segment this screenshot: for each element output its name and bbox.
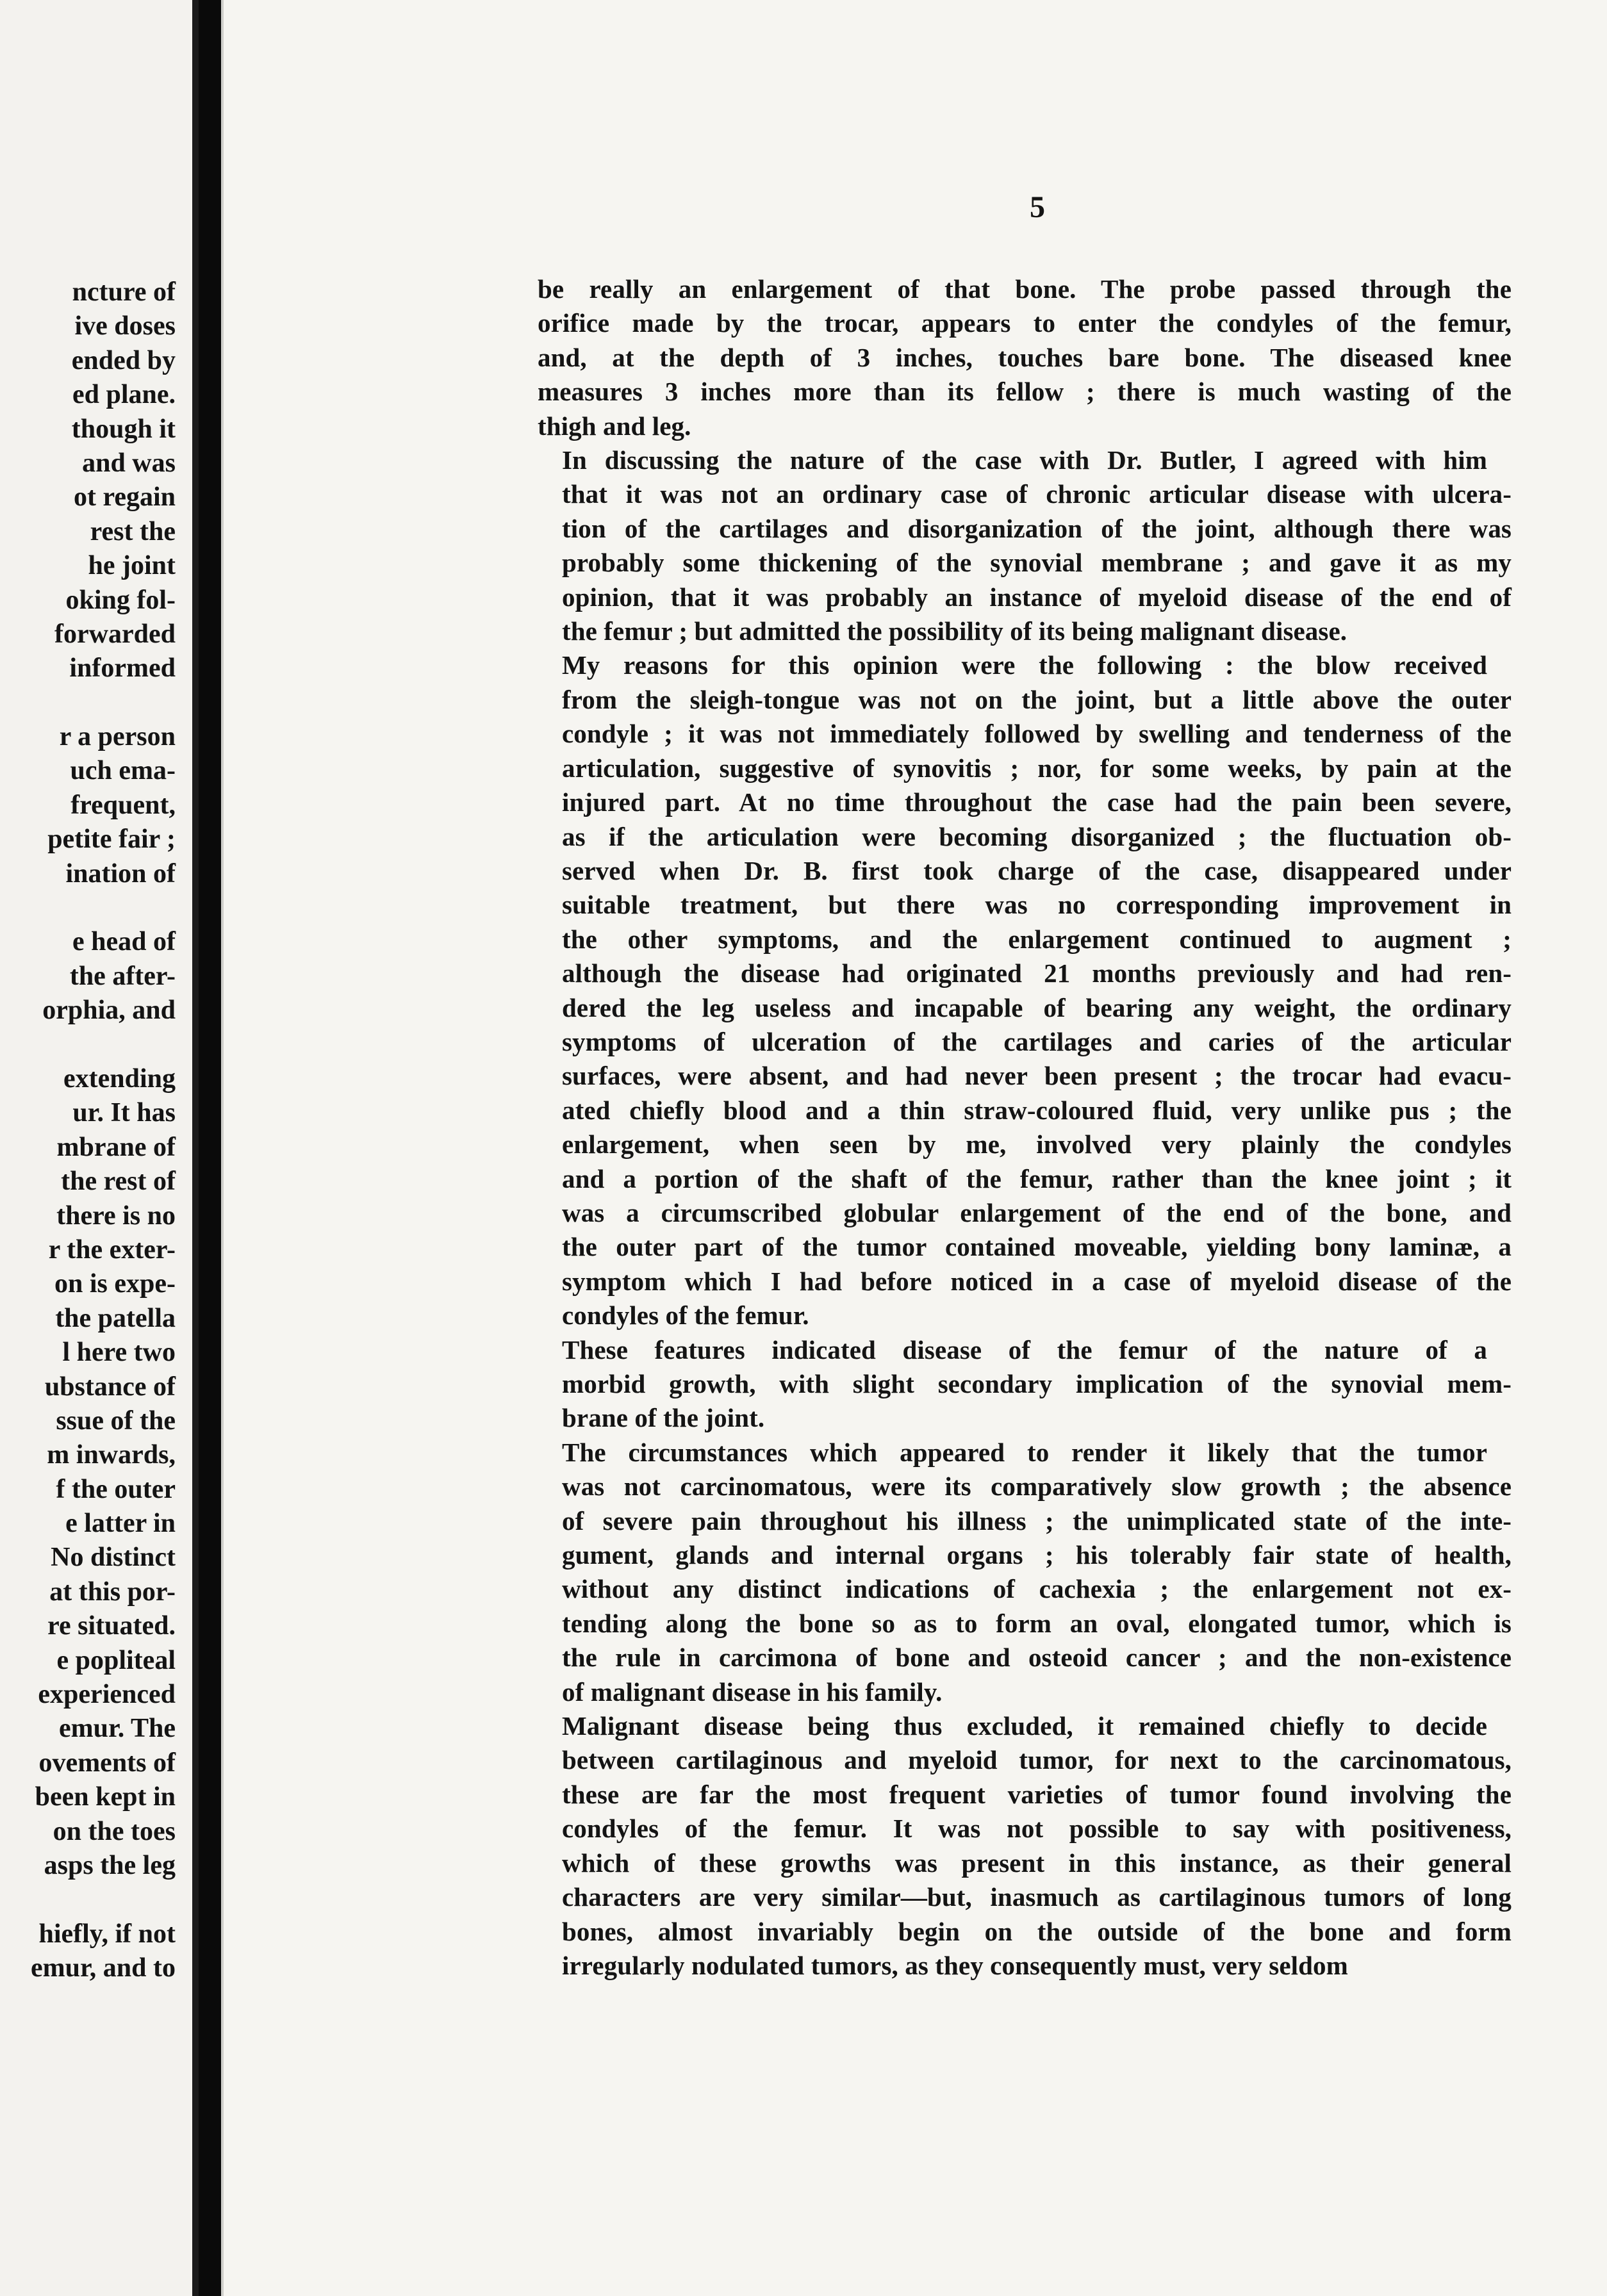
left-page-line: and was — [82, 448, 176, 478]
left-page-line: ubstance of — [44, 1372, 176, 1402]
text-line: symptom which I had before noticed in a case of myeloid disease of the — [562, 1266, 1512, 1296]
text-line: In discussing the nature of the case with Dr. Butler, I agreed with him — [562, 445, 1487, 475]
left-page-line: extending — [63, 1063, 176, 1094]
left-page-line: ive doses — [74, 311, 176, 341]
paragraph — [538, 1333, 1512, 1436]
text-line: and, at the depth of 3 inches, touches bare bone. The diseased knee — [538, 342, 1512, 372]
left-page-line: No distinct — [51, 1543, 176, 1573]
left-page-line: emur. The — [58, 1714, 176, 1744]
text-line: dered the leg useless and incapable of bearing any weight, the ordinary — [562, 992, 1512, 1022]
text-line: of severe pain throughout his illness ; the unimplicated state of the inte- — [562, 1505, 1512, 1536]
left-page-line: ovements of — [38, 1748, 176, 1778]
left-page-line: uch ema- — [70, 756, 176, 786]
left-page-line: the rest of — [61, 1167, 176, 1197]
left-page-line: r a person — [59, 722, 176, 752]
text-line: without any distinct indications of cachexia ; the enlargement not ex- — [562, 1574, 1512, 1604]
left-page-line: re situated. — [47, 1611, 176, 1641]
text-line: the femur ; but admitted the possibility of its being malignant disease. — [562, 616, 1347, 646]
left-page-line — [0, 1883, 176, 1917]
left-page-line: forwarded — [54, 619, 176, 649]
text-line: between cartilaginous and myeloid tumor, for next to the carcinomatous, — [562, 1745, 1512, 1775]
left-page-line: though it — [71, 414, 176, 444]
left-page-line: hiefly, if not — [38, 1919, 176, 1949]
text-line: enlargement, when seen by me, involved very plainly the condyles — [562, 1129, 1512, 1160]
text-line: as if the articulation were becoming disorganized ; the fluctuation ob- — [562, 821, 1512, 851]
text-line: be really an enlargement of that bone. The probe passed through the — [538, 274, 1512, 304]
text-line: gument, glands and internal organs ; his tolerably fair state of health, — [562, 1540, 1512, 1570]
page — [221, 0, 1607, 2296]
text-line: and a portion of the shaft of the femur, rather than the knee joint ; it — [562, 1163, 1512, 1193]
text-line: characters are very similar—but, inasmuch as cartilaginous tumors of long — [562, 1882, 1512, 1912]
left-page-line: been kept in — [35, 1782, 176, 1812]
text-line: tending along the bone so as to form an oval, elongated tumor, which is — [562, 1608, 1512, 1638]
paragraph — [538, 443, 1512, 648]
left-page-line: e head of — [72, 927, 176, 957]
text-line: the outer part of the tumor contained moveable, yielding bony laminæ, a — [562, 1232, 1512, 1262]
left-page-line: rest the — [90, 516, 176, 546]
left-page-line: e latter in — [65, 1509, 176, 1539]
left-page-line: on is expe- — [54, 1269, 176, 1299]
left-page-line: f the outer — [56, 1474, 176, 1504]
left-page-line: experienced — [38, 1680, 176, 1710]
text-line: These features indicated disease of the femur of the nature of a — [562, 1334, 1487, 1365]
text-line: measures 3 inches more than its fellow ; there is much wasting of the — [538, 377, 1512, 407]
text-line: symptoms of ulceration of the cartilages and caries of the articular — [562, 1026, 1512, 1056]
text-line: probably some thickening of the synovial membrane ; and gave it as my — [562, 548, 1512, 578]
text-line: the rule in carcimona of bone and osteoid cancer ; and the non-existence — [562, 1643, 1512, 1673]
left-page-line: informed — [69, 653, 176, 684]
left-page-line — [0, 1028, 176, 1062]
text-line: thigh and leg. — [538, 411, 691, 441]
left-page-line: ination of — [65, 858, 176, 889]
left-page-line: emur, and to — [31, 1953, 176, 1983]
text-line: injured part. At no time throughout the case had the pain been severe, — [562, 787, 1512, 817]
left-page-line: ncture of — [72, 277, 176, 307]
left-page-line: orphia, and — [42, 996, 176, 1026]
text-line: that it was not an ordinary case of chronic articular disease with ulcera- — [562, 479, 1512, 509]
text-line: these are far the most frequent varieties of tumor found involving the — [562, 1779, 1512, 1809]
page-number: 5 — [1030, 190, 1045, 224]
left-page-line: r the exter- — [48, 1234, 176, 1265]
text-line: Malignant disease being thus excluded, it remained chiefly to decide — [562, 1711, 1487, 1741]
left-page-line: mbrane of — [56, 1132, 176, 1162]
text-line: served when Dr. B. first took charge of the case, disappeared under — [562, 855, 1512, 885]
text-line: of malignant disease in his family. — [562, 1677, 943, 1707]
text-line: surfaces, were absent, and had never been present ; the trocar had evacu- — [562, 1061, 1512, 1091]
left-page-line: ended by — [71, 345, 176, 375]
text-line: suitable treatment, but there was no corresponding improvement in — [562, 890, 1512, 920]
text-line: condyle ; it was not immediately followed by swelling and tenderness of the — [562, 719, 1512, 749]
left-page-line: petite fair ; — [47, 824, 176, 855]
text-line: was not carcinomatous, were its comparatively slow growth ; the absence — [562, 1472, 1512, 1502]
text-line: tion of the cartilages and disorganization of the joint, although there was — [562, 513, 1512, 543]
left-page-line: frequent, — [70, 790, 176, 820]
paragraph — [538, 1436, 1512, 1709]
left-page-line: ur. It has — [72, 1098, 176, 1128]
text-line: although the disease had originated 21 months previously and had ren- — [562, 958, 1512, 988]
text-line: ated chiefly blood and a thin straw-coloured fluid, very unlike pus ; the — [562, 1095, 1512, 1125]
left-page-line: l here two — [62, 1338, 176, 1368]
body-text — [538, 272, 1512, 1983]
text-line: articulation, suggestive of synovitis ; nor, for some weeks, by pain at the — [562, 753, 1512, 783]
text-line: My reasons for this opinion were the following : the blow received — [562, 650, 1487, 680]
left-page-fragment — [0, 0, 199, 2296]
text-line: brane of the joint. — [562, 1403, 765, 1433]
text-line: the other symptoms, and the enlargement continued to augment ; — [562, 924, 1512, 954]
left-page-line: asps the leg — [44, 1850, 176, 1880]
left-page-line: the after- — [69, 961, 176, 991]
text-line: from the sleigh-tongue was not on the joint, but a little above the outer — [562, 684, 1512, 714]
text-line: opinion, that it was probably an instance of myeloid disease of the end of — [562, 582, 1512, 612]
left-page-line: on the toes — [53, 1816, 176, 1846]
text-line: which of these growths was present in this instance, as their general — [562, 1848, 1512, 1878]
text-line: condyles of the femur. It was not possible to say with positiveness, — [562, 1814, 1512, 1844]
left-page-line: ed plane. — [72, 380, 176, 410]
text-line: was a circumscribed globular enlargement of the end of the bone, and — [562, 1197, 1512, 1227]
left-page-line — [0, 891, 176, 925]
left-page-text — [0, 275, 176, 1986]
left-page-line: e popliteal — [56, 1645, 176, 1675]
paragraph — [538, 272, 1512, 443]
paragraph — [538, 1709, 1512, 1983]
text-line: condyles of the femur. — [562, 1300, 809, 1331]
left-page-line: at this por- — [49, 1577, 176, 1607]
left-page-line: he joint — [88, 551, 176, 581]
left-page-line: m inwards, — [47, 1440, 176, 1470]
left-page-line: oking fol- — [65, 585, 176, 615]
text-line: morbid growth, with slight secondary implication of the synovial mem- — [562, 1369, 1512, 1398]
left-page-line — [0, 686, 176, 720]
text-line: irregularly nodulated tumors, as they consequently must, very seldom — [562, 1950, 1348, 1980]
left-page-line: there is no — [56, 1201, 176, 1231]
paragraph — [538, 648, 1512, 1332]
text-line: bones, almost invariably begin on the outside of the bone and form — [562, 1916, 1512, 1946]
left-page-line: the patella — [55, 1303, 176, 1333]
left-page-line: ot regain — [73, 482, 176, 512]
text-line: orifice made by the trocar, appears to enter the condyles of the femur, — [538, 308, 1512, 338]
left-page-line: ssue of the — [56, 1406, 176, 1436]
text-line: The circumstances which appeared to render it likely that the tumor — [562, 1437, 1487, 1467]
